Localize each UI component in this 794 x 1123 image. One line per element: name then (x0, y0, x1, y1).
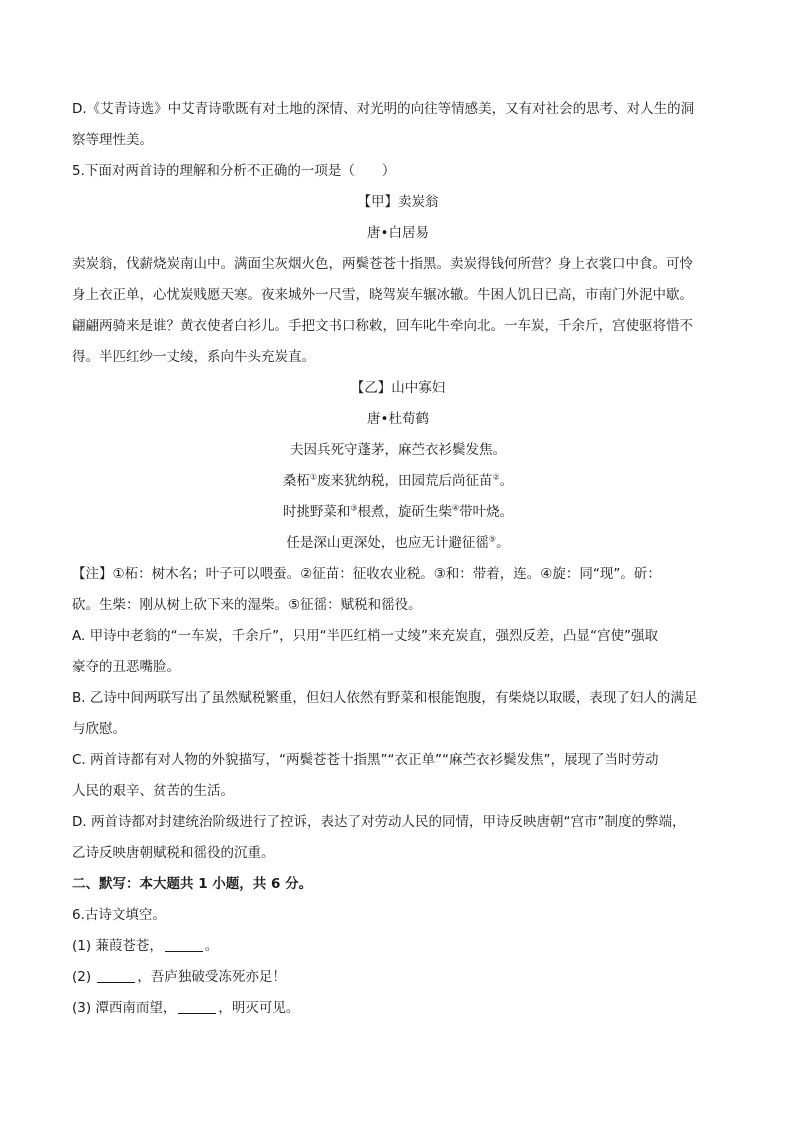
item-1-text-after: 。 (204, 938, 219, 954)
option-d-previous-line2: 察等理性美。 (72, 132, 153, 148)
poem-a-line-3: 翩翩两骑来是谁？黄衣使者白衫儿。手把文书口称敕，回车叱牛牵向北。一车炭，千余斤，宫使驱将惜不 (72, 318, 693, 334)
document-page (72, 94, 724, 1024)
poem-b-line-1-text: 夫因兵死守蓬茅，麻苎衣衫鬓发焦。 (290, 442, 506, 458)
poem-b-line-2-part-b: 废来犹纳税，田园荒后尚征苗 (317, 473, 493, 489)
option-d-line-1: D. 两首诗都对封建统治阶级进行了控诉，表达了对劳动人民的同情，甲诗反映唐朝“宫市”制度的弊端， (72, 814, 686, 830)
poem-b-line-4-part-b: 。 (496, 535, 510, 551)
option-d-previous-line1: D.《艾青诗选》中艾青诗歌既有对土地的深情、对光明的向往等情感美，又有对社会的思考、对人生的洞 (72, 101, 695, 117)
option-c-line-2: 人民的艰辛、贫苦的生活。 (72, 783, 234, 799)
poem-a-line-4: 得。半匹红纱一丈绫，系向牛头充炭直。 (72, 349, 315, 365)
section-2-heading: 二、默写：本大题共 1 小题，共 6 分。 (72, 876, 313, 892)
poem-b-line-4 (72, 528, 724, 559)
poem-b-author: 唐•杜荀鹤 (367, 411, 429, 427)
item-1-text-before: (1) 蒹葭苍苍， (72, 938, 163, 954)
option-a-line-2: 豪夺的丑恶嘴脸。 (72, 659, 180, 675)
poem-b-line-4-part-a: 任是深山更深处，也应无计避征徭 (286, 535, 489, 551)
poem-a-line-1: 卖炭翁，伐薪烧炭南山中。满面尘灰烟火色，两鬓苍苍十指黑。卖炭得钱何所营？身上衣裳口中食。可怜 (72, 256, 693, 272)
poem-a-line-2: 身上衣正单，心忧炭贱愿天寒。夜来城外一尺雪，晓驾炭车辗冰辙。牛困人饥日已高，市南门外泥中歇。 (72, 287, 693, 303)
note-line-2: 砍。生柴：刚从树上砍下来的湿柴。⑤征徭：赋税和徭役。 (72, 597, 422, 613)
poem-b-line-2 (72, 466, 724, 497)
footnote-marker-1: ① (309, 472, 317, 482)
question-6-item-1 (72, 931, 724, 962)
answer-blank-3[interactable] (178, 999, 216, 1014)
poem-b-line-2-part-a: 桑柘 (282, 473, 310, 489)
question-6-item-2 (72, 962, 724, 993)
poem-b-line-1 (72, 435, 724, 466)
answer-blank-1[interactable] (165, 937, 203, 952)
option-b-line-2: 与欣慰。 (72, 721, 126, 737)
poem-b-line-3-part-c: 带叶烧。 (459, 504, 514, 520)
poem-b-title: 【乙】山中寡妇 (350, 380, 446, 396)
poem-a-author: 唐•白居易 (367, 225, 429, 241)
option-a-line-1: A. 甲诗中老翁的“一车炭，千余斤”，只用“半匹红梢一丈绫”来充炭直，强烈反差，凸显“宫使”强取 (72, 628, 659, 644)
question-6-item-3 (72, 993, 724, 1024)
option-b-line-1: B. 乙诗中间两联写出了虽然赋税繁重，但妇人依然有野菜和根能饱腹，有柴烧以取暖，表现了妇人的满足 (72, 690, 698, 706)
footnote-marker-3: ③ (350, 503, 358, 513)
note-line-1: 【注】①柘：树木名；叶子可以喂蚕。②征苗：征收农业税。③和：带着，连。④旋：同“现”。斫： (72, 566, 661, 582)
item-2-text-after: ，吾庐独破受冻死亦足！ (137, 969, 286, 985)
footnote-marker-5: ⑤ (488, 534, 497, 544)
poem-b-line-2-part-c: 。 (499, 473, 514, 489)
option-c-line-1: C. 两首诗都有对人物的外貌描写，“两鬓苍苍十指黑”“衣正单”“麻苎衣衫鬓发焦”，展现了当时劳动 (72, 752, 659, 768)
question-6-stem: 6.古诗文填空。 (72, 907, 166, 923)
answer-blank-2[interactable] (97, 968, 135, 983)
item-2-text-before: (2) (72, 969, 96, 985)
poem-b-line-3 (72, 497, 724, 528)
option-d-line-2: 乙诗反映唐朝赋税和徭役的沉重。 (72, 845, 275, 861)
item-3-text-before: (3) 潭西南而望， (72, 1000, 177, 1016)
footnote-marker-2: ② (492, 472, 500, 482)
poem-b-line-3-part-b: 根煮，旋斫生柴 (357, 504, 452, 520)
poem-b-line-3-part-a: 时挑野菜和 (282, 504, 351, 520)
question-5-stem: 5.下面对两首诗的理解和分析不正确的一项是（ ） (72, 163, 396, 179)
footnote-marker-4: ④ (452, 503, 460, 513)
poem-a-title: 【甲】卖炭翁 (357, 194, 439, 210)
item-3-text-after: ，明灭可见。 (218, 1000, 300, 1016)
